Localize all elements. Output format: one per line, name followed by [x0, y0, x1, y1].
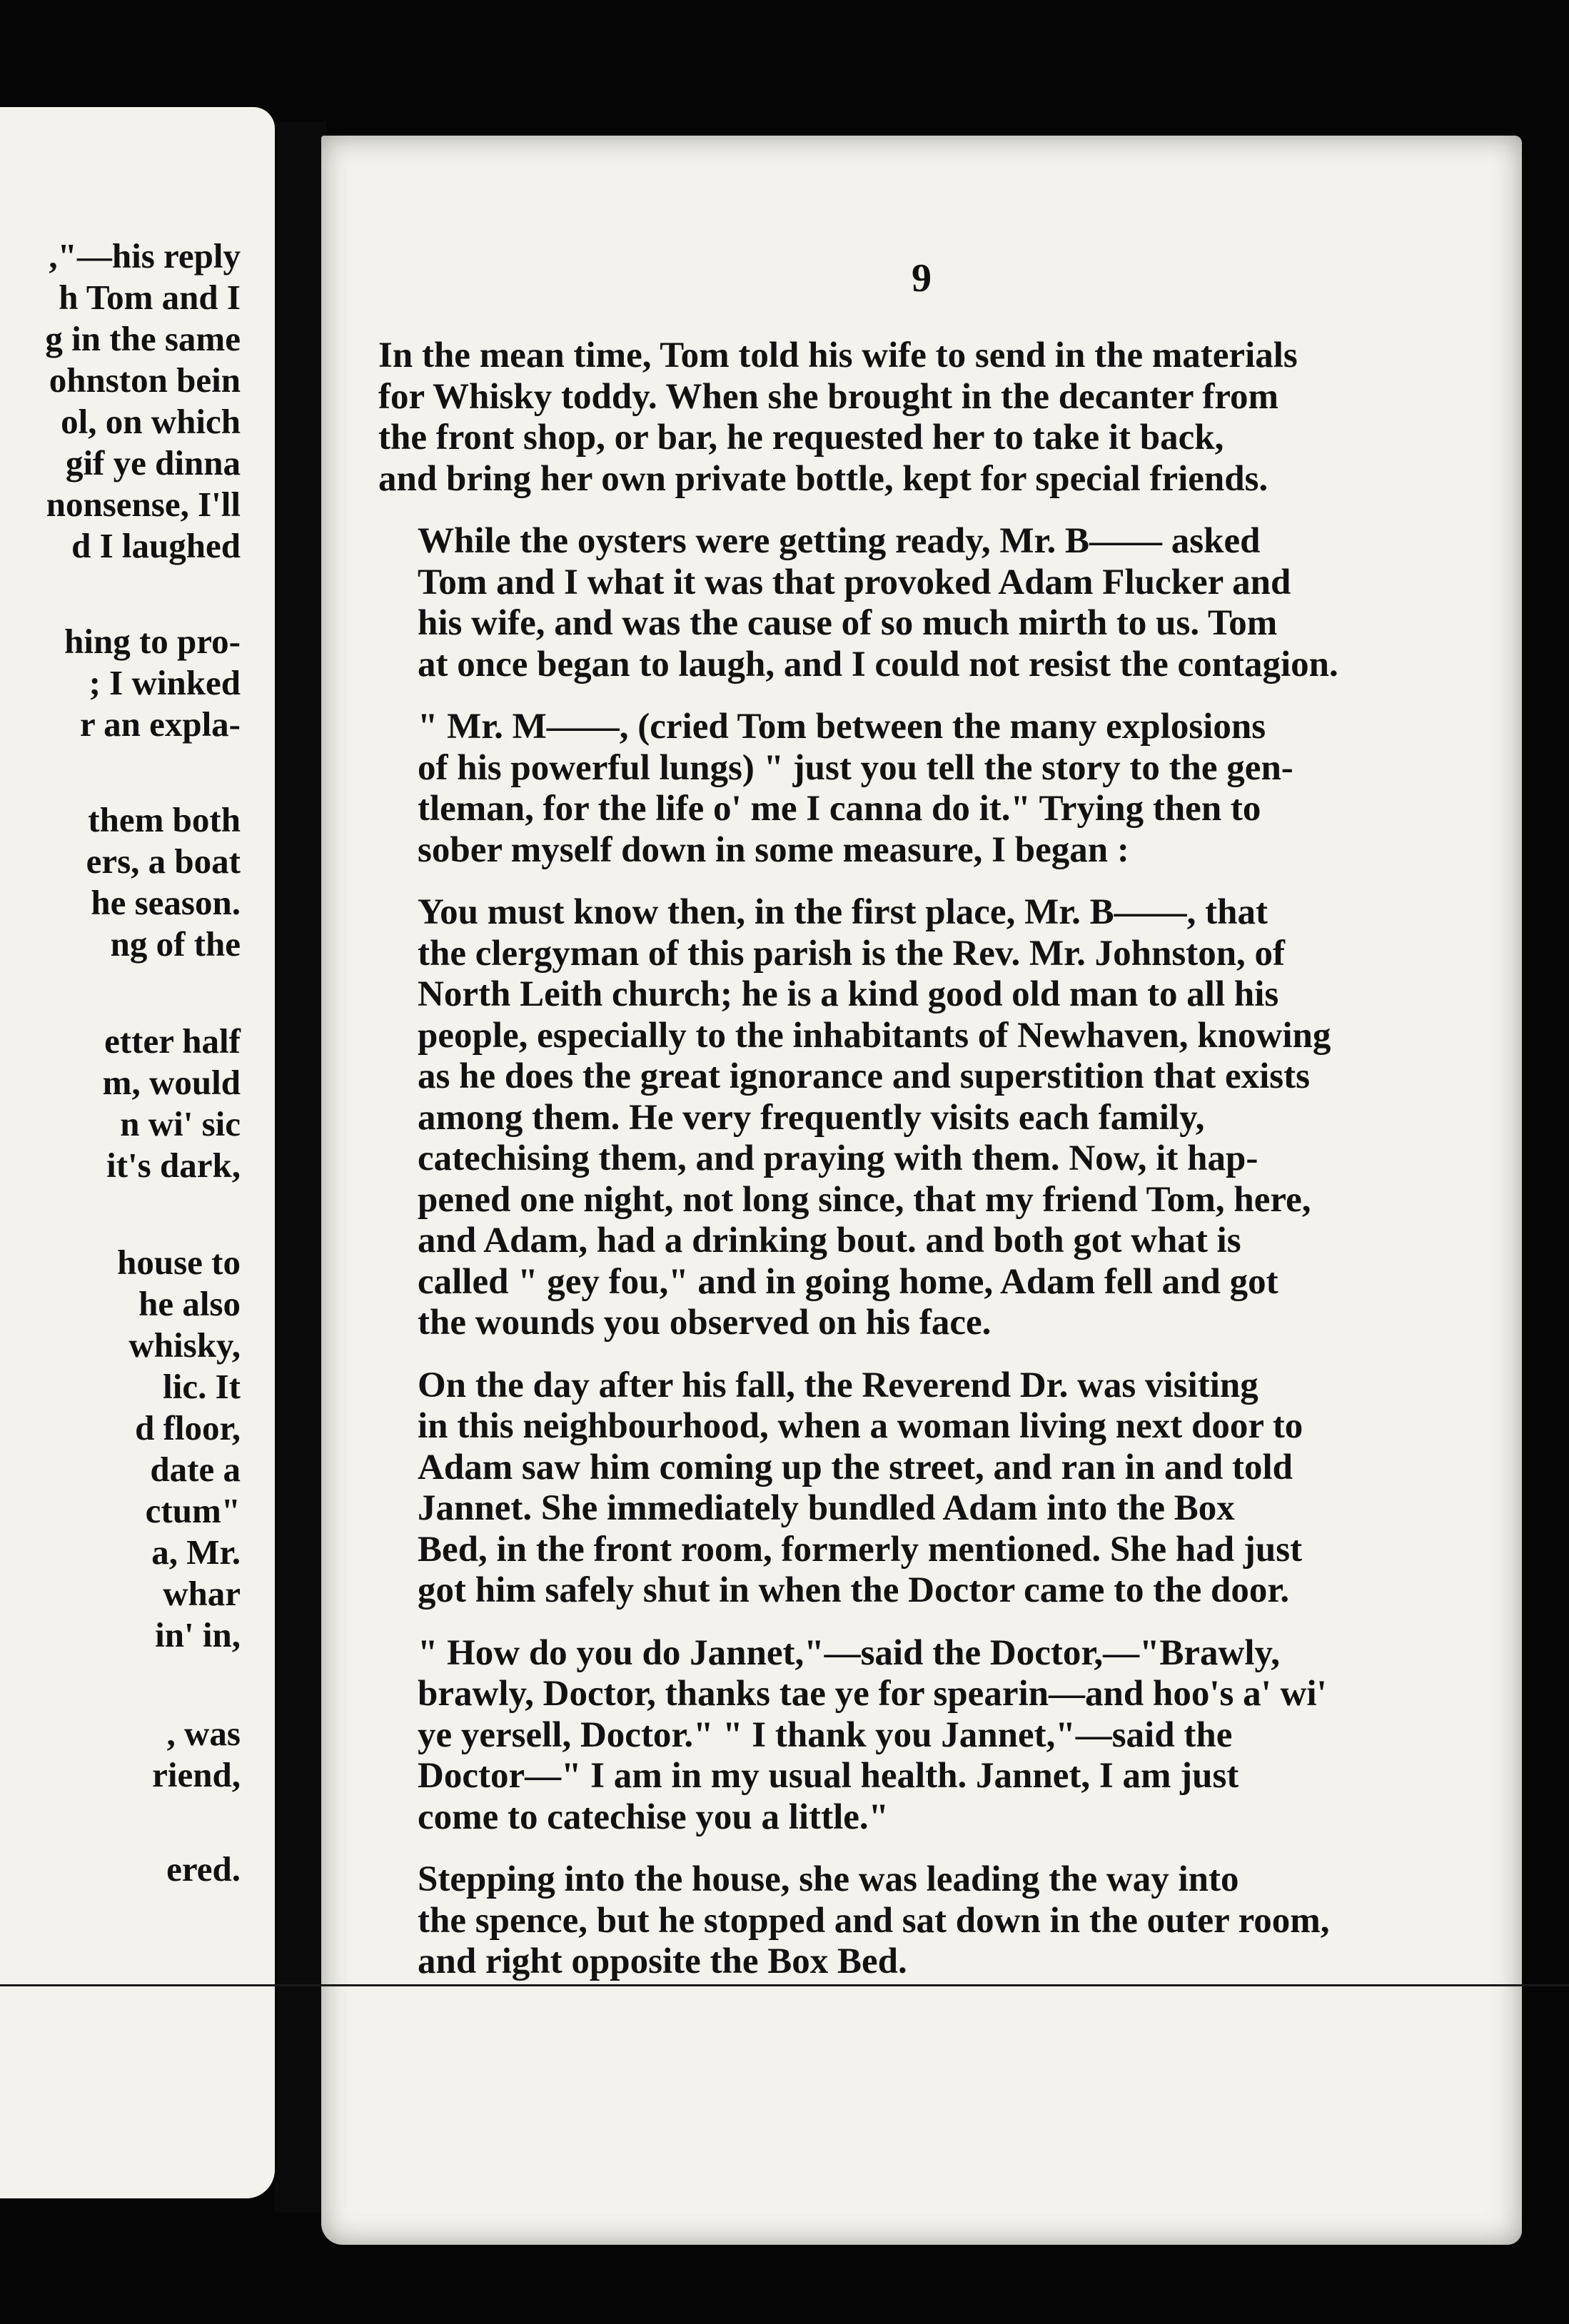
- text-line: the clergyman of this parish is the Rev. Mr. Johnston, of: [418, 933, 1286, 974]
- text-line: Stepping into the house, she was leading the way into: [418, 1859, 1239, 1899]
- text-line: among them. He very frequently visits each family,: [418, 1097, 1205, 1138]
- paragraph: [378, 1365, 1356, 1612]
- text-line: called " gey fou," and in going home, Adam fell and got: [418, 1261, 1278, 1302]
- page-number: 9: [912, 256, 932, 300]
- text-line: brawly, Doctor, thanks tae ye for spearin—and hoo's a' wi': [418, 1674, 1327, 1714]
- text-line: ye yersell, Doctor." " I thank you Jannet,"—said the: [418, 1714, 1233, 1755]
- text-line: as he does the great ignorance and superstition that exists: [418, 1056, 1310, 1096]
- facing-page-line: whisky,: [128, 1325, 241, 1365]
- text-line: and right opposite the Box Bed.: [418, 1941, 907, 1981]
- text-line: You must know then, in the first place, Mr. B——, that: [418, 892, 1268, 932]
- text-line: catechising them, and praying with them. Now, it hap-: [418, 1138, 1258, 1178]
- facing-page-line: ohnston bein: [49, 360, 241, 400]
- text-line: of his powerful lungs) " just you tell the story to the gen-: [418, 747, 1293, 788]
- text-line: at once began to laugh, and I could not resist the contagion.: [418, 644, 1338, 684]
- book-page: [321, 136, 1522, 2245]
- text-line: Adam saw him coming up the street, and ran in and told: [418, 1447, 1293, 1487]
- text-line: for Whisky toddy. When she brought in the decanter from: [378, 376, 1279, 417]
- text-line: sober myself down in some measure, I began :: [418, 829, 1129, 870]
- facing-page-line: in' in,: [155, 1615, 241, 1654]
- facing-page-line: he season.: [91, 883, 241, 922]
- text-line: come to catechise you a little.": [418, 1797, 889, 1837]
- facing-page-line: d floor,: [135, 1408, 241, 1448]
- facing-page-line: d I laughed: [71, 526, 241, 565]
- facing-page-line: g in the same: [45, 319, 241, 358]
- text-line: pened one night, not long since, that my friend Tom, here,: [418, 1179, 1311, 1220]
- facing-page-line: date a: [150, 1450, 241, 1489]
- facing-page-fragment: [0, 107, 275, 2198]
- text-line: his wife, and was the cause of so much mirth to us. Tom: [418, 603, 1278, 643]
- facing-page-line: a, Mr.: [151, 1532, 241, 1572]
- paragraph: [378, 1859, 1356, 1983]
- facing-page-line: ,"—his reply: [49, 236, 241, 276]
- page-gutter: [275, 121, 326, 2213]
- paragraph: [378, 892, 1356, 1344]
- facing-page-line: riend,: [152, 1755, 241, 1794]
- facing-page-line: hing to pro-: [64, 622, 241, 661]
- facing-page-line: r an expla-: [79, 704, 241, 744]
- paragraph: [378, 707, 1356, 871]
- facing-page-line: etter half: [104, 1021, 241, 1061]
- text-line: Bed, in the front room, formerly mentioned. She had just: [418, 1529, 1303, 1570]
- facing-page-line: them both: [88, 800, 241, 839]
- text-line: North Leith church; he is a kind good old man to all his: [418, 974, 1279, 1014]
- text-line: and Adam, had a drinking bout. and both got what is: [418, 1221, 1241, 1260]
- facing-page-line: house to: [117, 1243, 241, 1282]
- text-line: got him safely shut in when the Doctor came to the door.: [418, 1570, 1290, 1610]
- facing-page-line: ; I winked: [89, 663, 241, 702]
- text-line: the spence, but he stopped and sat down in the outer room,: [418, 1900, 1330, 1941]
- facing-page-line: h Tom and I: [59, 278, 241, 317]
- facing-page-line: gif ye dinna: [65, 443, 241, 483]
- facing-page-line: m, would: [102, 1063, 241, 1102]
- facing-page-line: n wi' sic: [120, 1104, 241, 1143]
- text-line: and bring her own private bottle, kept for special friends.: [378, 458, 1268, 499]
- text-line: On the day after his fall, the Reverend Dr. was visiting: [418, 1365, 1258, 1405]
- text-line: Tom and I what it was that provoked Adam Flucker and: [418, 562, 1291, 602]
- text-line: the front shop, or bar, he requested her to take it back,: [378, 418, 1224, 458]
- text-line: the wounds you observed on his face.: [418, 1303, 992, 1343]
- text-line: Doctor—" I am in my usual health. Jannet, I am just: [418, 1756, 1239, 1796]
- facing-page-line: nonsense, I'll: [46, 485, 241, 524]
- facing-page-line: ctum": [145, 1491, 241, 1530]
- facing-page-line: whar: [163, 1574, 241, 1613]
- text-line: In the mean time, Tom told his wife to send in the materials: [378, 335, 1298, 375]
- body-text: [378, 335, 1356, 2004]
- paragraph: [378, 521, 1356, 685]
- text-line: in this neighbourhood, when a woman living next door to: [418, 1406, 1303, 1446]
- facing-page-line: it's dark,: [106, 1146, 241, 1185]
- facing-page-line: ers, a boat: [86, 842, 241, 881]
- text-line: Jannet. She immediately bundled Adam into the Box: [418, 1488, 1235, 1528]
- paragraph: [378, 335, 1356, 500]
- scan-line-artifact: [0, 1984, 1569, 1986]
- text-line: tleman, for the life o' me I canna do it." Trying then to: [418, 789, 1261, 829]
- text-line: While the oysters were getting ready, Mr. B—— asked: [418, 521, 1261, 561]
- facing-page-line: ng of the: [110, 924, 241, 964]
- facing-page-line: lic. It: [163, 1367, 241, 1406]
- text-line: " Mr. M——, (cried Tom between the many explosions: [418, 707, 1266, 747]
- facing-page-line: ol, on which: [61, 402, 241, 441]
- text-line: " How do you do Jannet,"—said the Doctor,—"Brawly,: [418, 1632, 1280, 1673]
- text-line: people, especially to the inhabitants of Newhaven, knowing: [418, 1015, 1331, 1056]
- paragraph: [378, 1633, 1356, 1839]
- facing-page-line: he also: [138, 1284, 241, 1323]
- facing-page-line: , was: [166, 1714, 241, 1753]
- facing-page-line: ered.: [166, 1849, 241, 1889]
